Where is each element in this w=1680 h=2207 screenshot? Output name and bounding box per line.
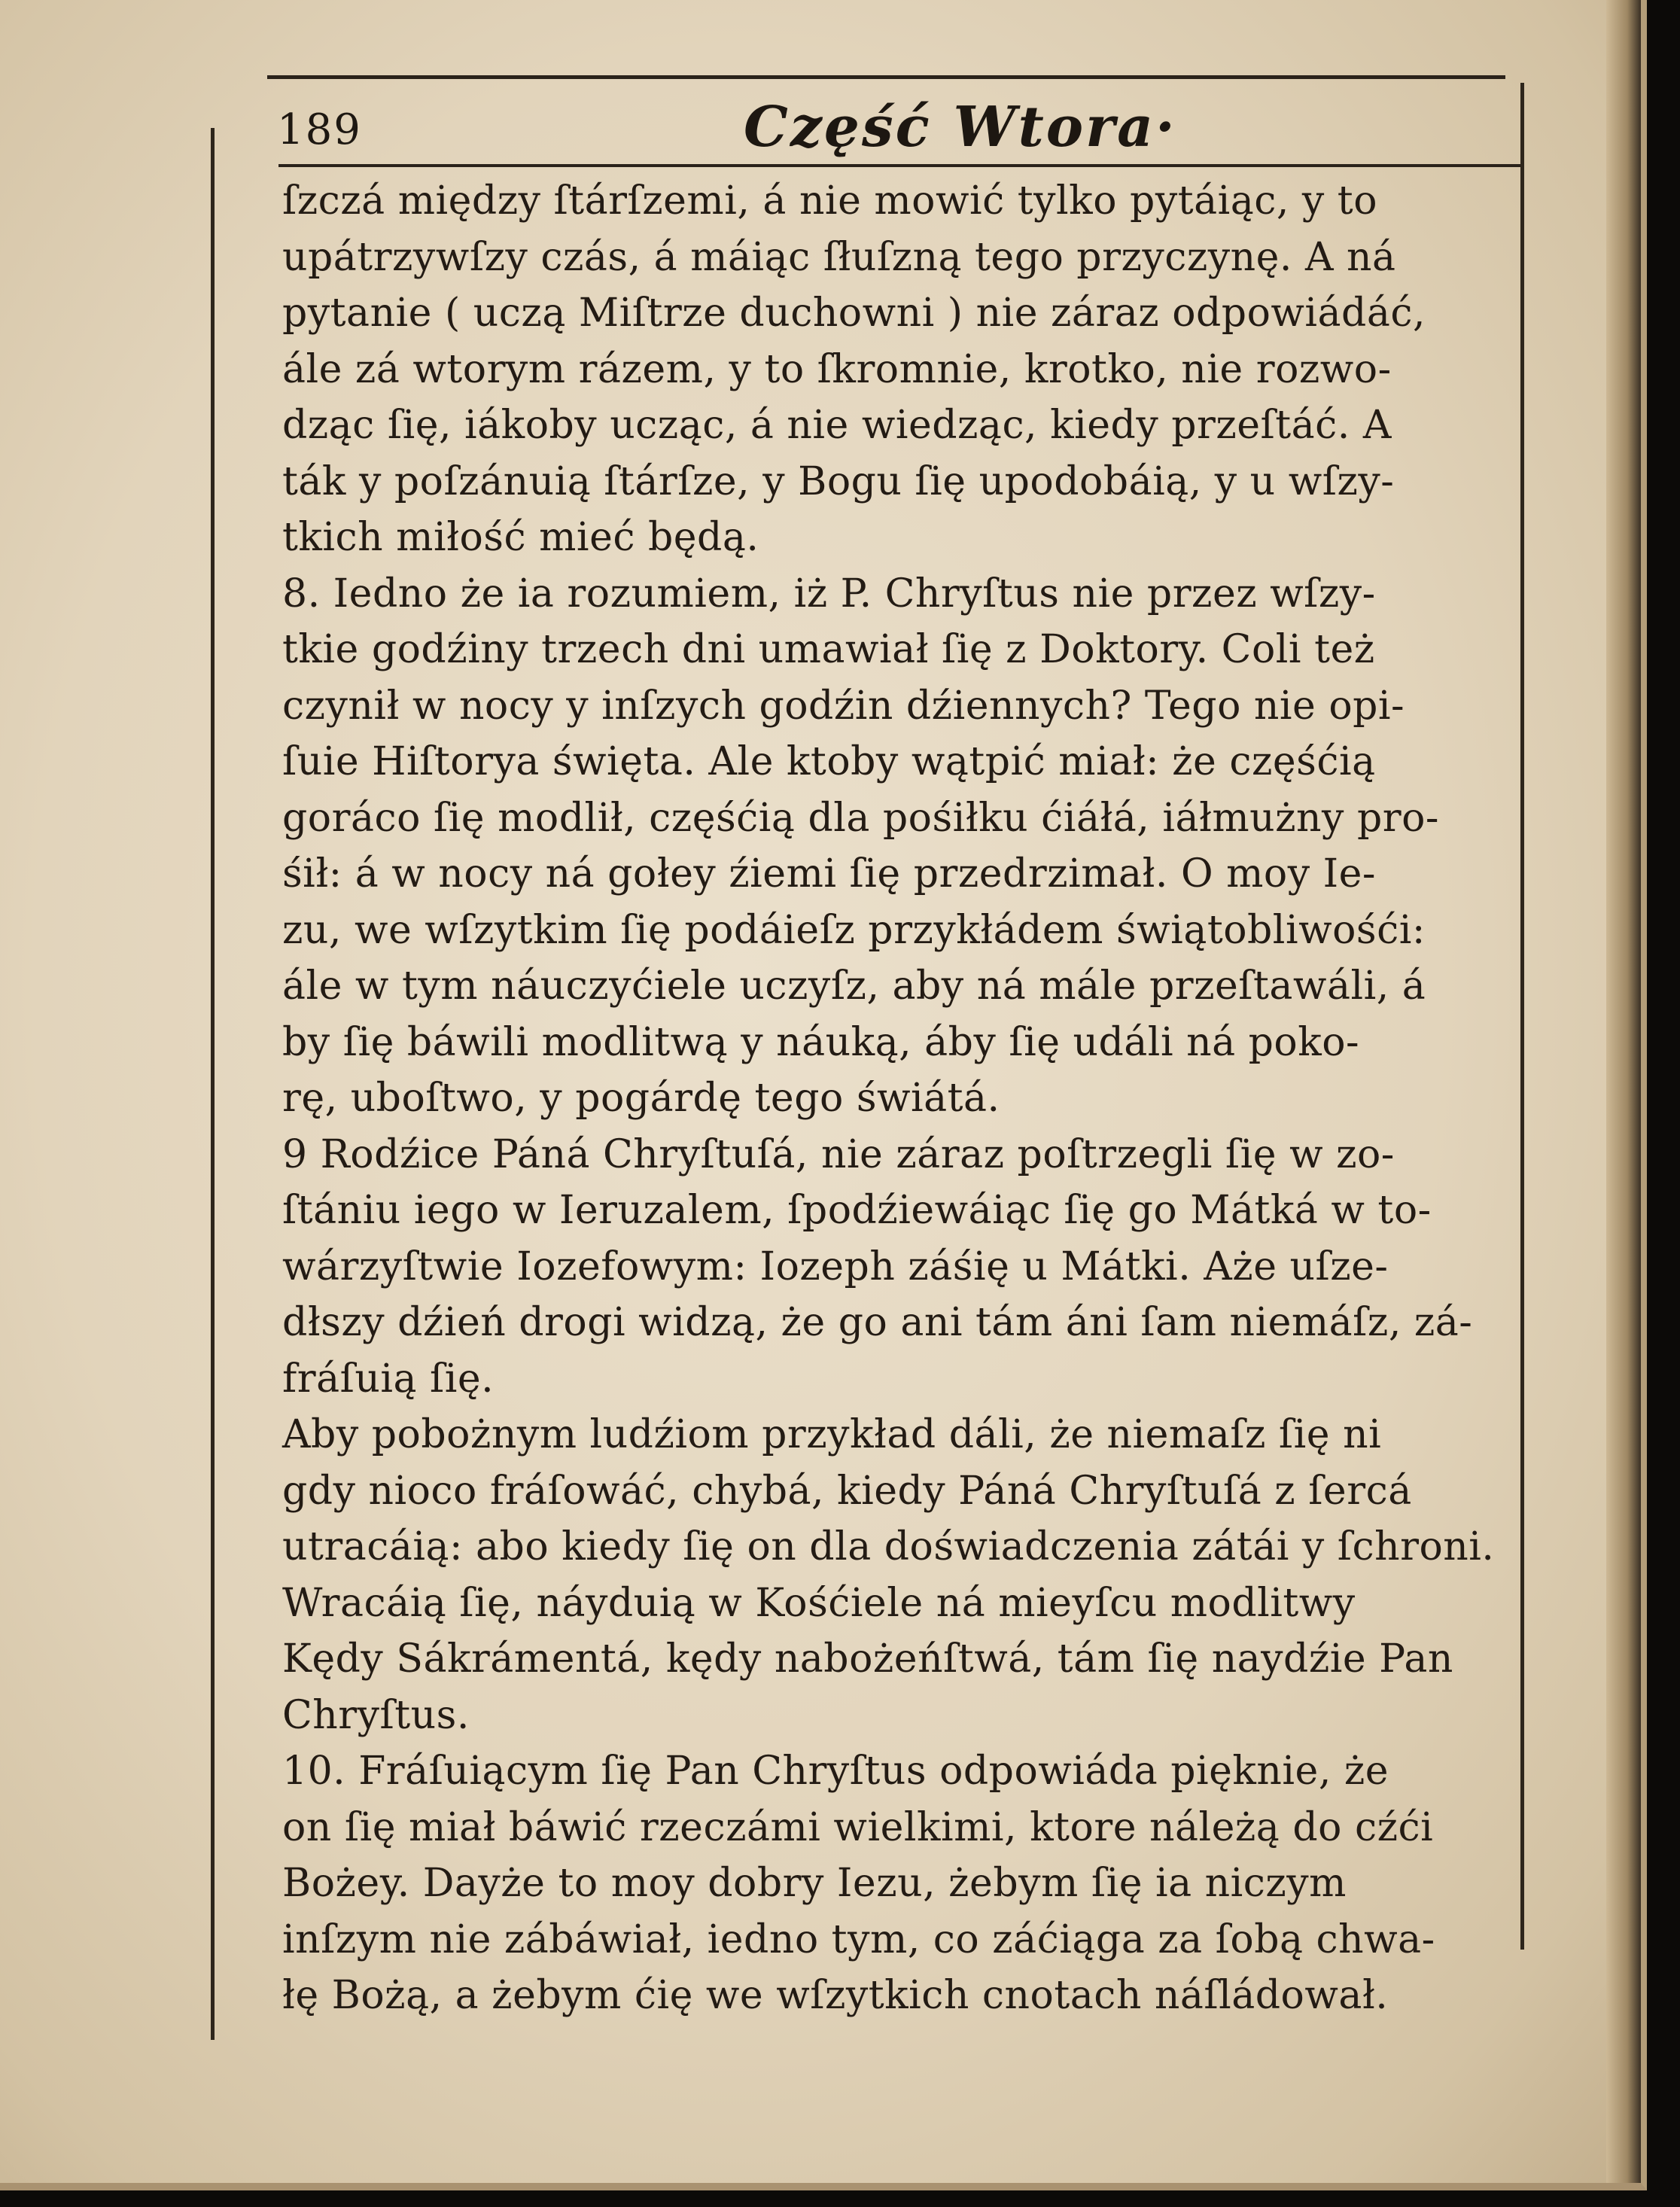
text-line: ſuie Hiſtorya święta. Ale ktoby wątpić miał: że częśćią bbox=[282, 739, 1376, 784]
text-line: pytanie ( uczą Miſtrze duchowni ) nie záraz odpowiádáć, bbox=[282, 291, 1426, 336]
page-number: 189 bbox=[277, 105, 362, 154]
text-line: ſzczá między ſtárſzemi, á nie mowić tylko pytáiąc, y to bbox=[282, 178, 1378, 224]
text-line: ále zá wtorym rázem, y to ſkromnie, krotko, nie rozwo- bbox=[282, 346, 1392, 392]
text-line: dłszy dźień drogi widzą, że go ani tám áni ſam niemáſz, zá- bbox=[282, 1300, 1473, 1345]
text-line: wárzyſtwie Iozefowym: Iozeph záśię u Mátki. Aże uſze- bbox=[282, 1244, 1389, 1289]
text-line: tkie godźiny trzech dni umawiał ſię z Doktory. Coli też bbox=[282, 627, 1375, 672]
text-line: ták y poſzánuią ſtárſze, y Bogu ſię upodobáią, y u wſzy- bbox=[282, 458, 1395, 504]
text-line: Wracáią ſię, náyduią w Kośćiele ná mieyſcu modlitwy bbox=[282, 1580, 1356, 1626]
text-line: fráſuią ſię. bbox=[282, 1356, 495, 1402]
text-line: gdy nioco fráſowáć, chybá, kiedy Páná Chryſtuſá z ſercá bbox=[282, 1468, 1412, 1514]
running-title: Część Wtora· bbox=[744, 95, 1177, 160]
body-text bbox=[282, 173, 1547, 2024]
text-line: ſtániu iego w Ieruzalem, ſpodźiewáiąc ſię go Mátká w to- bbox=[282, 1188, 1432, 1233]
top-rule bbox=[267, 75, 1505, 79]
text-line: ále w tym náuczyćiele uczyſz, aby ná mále przeſtawáli, á bbox=[282, 963, 1426, 1009]
text-line: zu, we wſzytkim ſię podáieſz przykłádem świątobliwośći: bbox=[282, 907, 1426, 953]
text-line: dząc ſię, iákoby ucząc, á nie wiedząc, kiedy przeſtáć. A bbox=[282, 403, 1392, 448]
text-line: Kędy Sákrámentá, kędy nabożeńſtwá, tám ſię naydźie Pan bbox=[282, 1636, 1453, 1682]
text-line: 9 Rodźice Páná Chryſtuſá, nie záraz poſtrzegli ſię w zo- bbox=[282, 1131, 1395, 1177]
left-margin-rule bbox=[211, 128, 215, 2040]
text-line: 10. Fráſuiącym ſię Pan Chryſtus odpowiáda pięknie, że bbox=[282, 1749, 1389, 1794]
text-line: Chryſtus. bbox=[282, 1692, 470, 1738]
text-line: łę Bożą, a żebym ćię we wſzytkich cnotach náſládował. bbox=[282, 1973, 1389, 2018]
text-line: inſzym nie zábáwiał, iedno tym, co záćiąga za ſobą chwa- bbox=[282, 1916, 1435, 1962]
text-line: czynił w nocy y inſzych godźin dźiennych? Tego nie opi- bbox=[282, 683, 1405, 729]
text-line: goráco ſię modlił, częśćią dla pośiłku ćiáłá, iáłmużny pro- bbox=[282, 795, 1439, 841]
text-line: rę, uboſtwo, y pogárdę tego świátá. bbox=[282, 1076, 1000, 1121]
text-line: śił: á w nocy ná gołey źiemi ſię przedrzimał. O moy Ie- bbox=[282, 851, 1377, 896]
text-line: on ſię miał báwić rzeczámi wielkimi, ktore náleżą do cźći bbox=[282, 1804, 1434, 1850]
text-line: utracáią: abo kiedy ſię on dla doświadczenia zátái y ſchroni. bbox=[282, 1524, 1495, 1569]
text-line: tkich miłość mieć będą. bbox=[282, 515, 759, 560]
text-line: by ſię báwili modlitwą y náuką, áby ſię událi ná poko- bbox=[282, 1019, 1360, 1065]
text-line: Aby pobożnym ludźiom przykład dáli, że niemaſz ſię ni bbox=[282, 1412, 1382, 1457]
running-head bbox=[277, 84, 1519, 167]
text-line: 8. Iedno że ia rozumiem, iż P. Chryſtus nie przez wſzy- bbox=[282, 571, 1376, 616]
text-line: Bożey. Dayże to moy dobry Iezu, żebym ſię ia niczym bbox=[282, 1861, 1347, 1906]
text-line: upátrzywſzy czás, á máiąc ſłuſzną tego przyczynę. A ná bbox=[282, 234, 1396, 280]
page-edge-shadow bbox=[1606, 0, 1641, 2183]
